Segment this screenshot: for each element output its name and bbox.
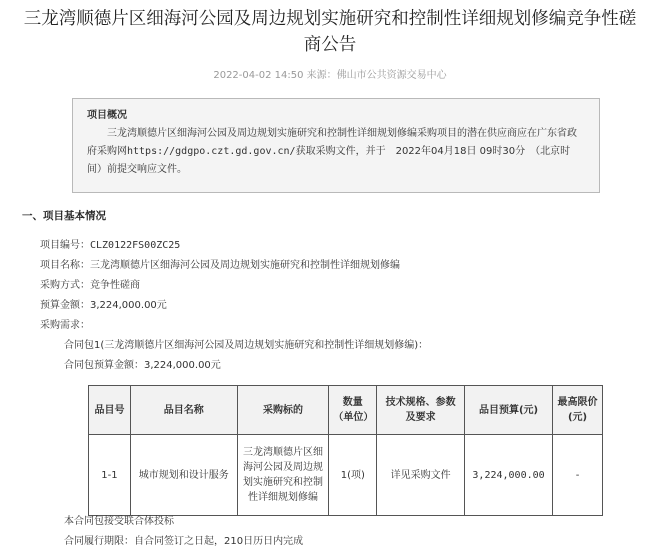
- procurement-demand-field: [40, 316, 90, 331]
- section-basic-info-title: 一、项目基本情况: [22, 210, 106, 222]
- consortium-note: 本合同包接受联合体投标: [64, 516, 174, 527]
- table-row: [89, 435, 603, 516]
- package-budget-value: 3,224,000.00元: [144, 360, 221, 371]
- overview-text-part1: 三龙湾顺德片区细海河公园及周边规划实施研究和控制性详细规划修编采购项目的潜在供应商应在广东省政府采购网: [87, 128, 577, 157]
- header-item-no: 品目号: [89, 386, 131, 435]
- cell-quantity: 1(项): [329, 435, 377, 516]
- overview-text: [87, 125, 585, 179]
- contract-package-name: 合同包1(三龙湾顺德片区细海河公园及周边规划实施研究和控制性详细规划修编)：: [64, 340, 429, 351]
- cell-item-name: 城市规划和设计服务: [130, 435, 237, 516]
- project-number-field: [40, 236, 180, 251]
- source-label: 来源：: [306, 70, 337, 81]
- header-tech-spec: 技术规格、参数及要求: [377, 386, 465, 435]
- header-procurement-subject: 采购标的: [237, 386, 329, 435]
- procurement-demand-label: 采购需求：: [40, 320, 90, 331]
- cell-item-budget: 3,224,000.00: [465, 435, 553, 516]
- header-item-name: 品目名称: [130, 386, 237, 435]
- header-max-price: 最高限价(元): [553, 386, 603, 435]
- page-title-line1: 三龙湾顺德片区细海河公园及周边规划实施研究和控制性详细规划修编竞争性磋: [23, 9, 637, 29]
- project-name-label: 项目名称：: [40, 260, 90, 271]
- header-item-budget: 品目预算(元): [465, 386, 553, 435]
- package-budget-label: 合同包预算金额：: [64, 360, 144, 371]
- project-name-value: 三龙湾顺德片区细海河公园及周边规划实施研究和控制性详细规划修编: [90, 260, 400, 271]
- cell-procurement-subject: 三龙湾顺德片区细海河公园及周边规划实施研究和控制性详细规划修编: [237, 435, 329, 516]
- contract-period-note: 合同履行期限：自合同签订之日起，210日历日内完成: [64, 536, 304, 547]
- budget-value: 3,224,000.00元: [90, 300, 167, 311]
- cell-item-no: 1-1: [89, 435, 131, 516]
- procurement-method-field: [40, 276, 140, 291]
- project-name-field: [40, 256, 400, 271]
- procurement-method-value: 竞争性磋商: [90, 280, 140, 291]
- budget-label: 预算金额：: [40, 300, 90, 311]
- project-number-label: 项目编号：: [40, 240, 90, 251]
- procurement-items-table: [88, 385, 603, 516]
- procurement-url[interactable]: https://gdgpo.czt.gd.gov.cn/: [127, 146, 296, 157]
- page-title-line2: 商公告: [303, 35, 357, 55]
- overview-heading: 项目概况: [87, 110, 127, 121]
- budget-field: [40, 296, 167, 311]
- table-header-row: [89, 386, 603, 435]
- cell-max-price: -: [553, 435, 603, 516]
- header-quantity: 数量（单位）: [329, 386, 377, 435]
- cell-tech-spec: 详见采购文件: [377, 435, 465, 516]
- project-overview-box: [72, 98, 600, 193]
- page-title: [0, 6, 660, 58]
- publish-source[interactable]: 佛山市公共资源交易中心: [336, 70, 447, 81]
- contract-package-budget: [64, 356, 221, 371]
- publish-datetime: 2022-04-02 14:50: [213, 70, 304, 81]
- overview-text-part2: 获取采购文件，并于 2022年04月18日 09时30分 （北京时间）前提交响应文件。: [87, 146, 571, 175]
- project-number-value: CLZ0122FS00ZC25: [90, 240, 181, 251]
- procurement-method-label: 采购方式：: [40, 280, 90, 291]
- publish-meta: [0, 66, 660, 81]
